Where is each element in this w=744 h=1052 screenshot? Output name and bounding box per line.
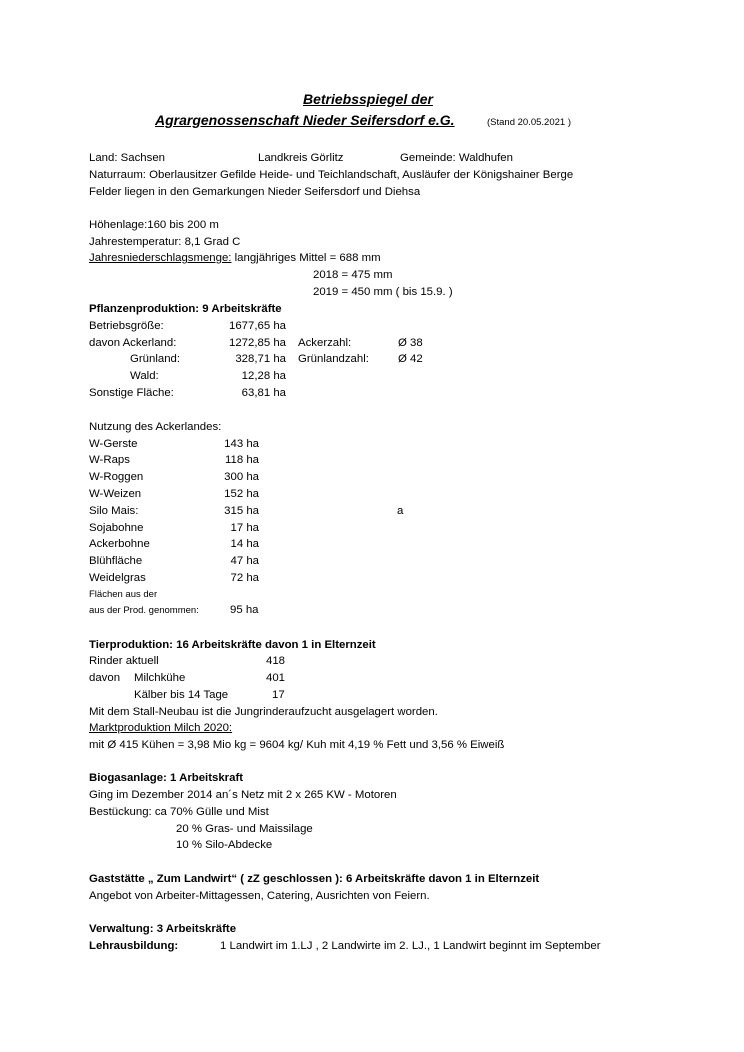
stand-date: (Stand 20.05.2021 ): [487, 117, 571, 128]
flaechen-line2: aus der Prod. genommen:: [89, 605, 199, 616]
crop-value: 17 ha: [230, 522, 259, 534]
milchkuehe-value: 401: [266, 672, 286, 684]
pflanzen-value-wald: 12,28 ha: [241, 370, 286, 382]
niederschlag-label: Jahresniederschlagsmenge:: [89, 252, 232, 264]
gemeinde: Gemeinde: Waldhufen: [400, 152, 513, 164]
kaelber-value: 17: [272, 689, 285, 701]
niederschlag-2018: 2018 = 475 mm: [313, 269, 393, 281]
pflanzen-label-betriebsgroesse: Betriebsgröße:: [89, 320, 164, 332]
land: Land: Sachsen: [89, 152, 165, 164]
verwaltung-heading: Verwaltung: 3 Arbeitskräfte: [89, 923, 237, 935]
pflanzen-label-wald: Wald:: [130, 370, 159, 382]
davon-label: davon: [89, 672, 121, 684]
pflanzen-value-sonstige: 63,81 ha: [241, 387, 286, 399]
crop-name: W-Roggen: [89, 471, 144, 483]
milchkuehe-label: Milchkühe: [134, 672, 186, 684]
niederschlag-mittel: langjähriges Mittel = 688 mm: [231, 252, 381, 264]
crop-value: 143 ha: [224, 438, 259, 450]
flaechen-line1: Flächen aus der: [89, 589, 158, 600]
jahrestemperatur: Jahrestemperatur: 8,1 Grad C: [89, 236, 241, 248]
crop-value: 118 ha: [225, 454, 259, 466]
pflanzen-value-ackerland: 1272,85 ha: [228, 337, 286, 349]
marktproduktion-label: Marktproduktion Milch 2020:: [89, 722, 233, 734]
crop-value: 47 ha: [230, 555, 259, 567]
biogas-heading: Biogasanlage: 1 Arbeitskraft: [89, 772, 244, 784]
crop-name: W-Gerste: [89, 438, 138, 450]
crop-name: Weidelgras: [89, 572, 146, 584]
rinder-value: 418: [266, 655, 286, 667]
stray-mark: a: [397, 505, 404, 517]
pflanzen-heading: Pflanzenproduktion: 9 Arbeitskräfte: [89, 303, 282, 315]
biogas-line2: Bestückung: ca 70% Gülle und Mist: [89, 806, 269, 818]
document-title-line2: Agrargenossenschaft Nieder Seifersdorf e.G.: [155, 112, 455, 128]
crop-name: W-Weizen: [89, 488, 142, 500]
lehrausbildung-value: 1 Landwirt im 1.LJ , 2 Landwirte im 2. LJ., 1 Landwirt beginnt im September: [220, 940, 601, 952]
nutzung-heading: Nutzung des Ackerlandes:: [89, 421, 222, 433]
crop-value: 72 ha: [230, 572, 259, 584]
crop-value: 14 ha: [230, 538, 259, 550]
gruenlandzahl-label: Grünlandzahl:: [298, 353, 369, 365]
biogas-line3: 20 % Gras- und Maissilage: [176, 823, 313, 835]
document-title-line1: Betriebsspiegel der: [303, 91, 433, 107]
niederschlag-2019: 2019 = 450 mm ( bis 15.9. ): [313, 286, 453, 298]
crop-value: 300 ha: [224, 471, 259, 483]
biogas-line1: Ging im Dezember 2014 an´s Netz mit 2 x 265 KW - Motoren: [89, 789, 397, 801]
pflanzen-value-gruenland: 328,71 ha: [235, 353, 286, 365]
crop-name: W-Raps: [89, 454, 130, 466]
crop-name: Ackerbohne: [89, 538, 150, 550]
ackerzahl-value: Ø 38: [398, 337, 423, 349]
crop-name: Sojabohne: [89, 522, 144, 534]
tier-heading: Tierproduktion: 16 Arbeitskräfte davon 1 in Elternzeit: [89, 639, 376, 651]
gaststaette-line1: Angebot von Arbeiter-Mittagessen, Catering, Ausrichten von Feiern.: [89, 890, 430, 902]
kaelber-label: Kälber bis 14 Tage: [134, 689, 229, 701]
stall-neubau: Mit dem Stall-Neubau ist die Jungrinderaufzucht ausgelagert worden.: [89, 706, 438, 718]
rinder-label: Rinder aktuell: [89, 655, 159, 667]
ackerzahl-label: Ackerzahl:: [298, 337, 352, 349]
landkreis: Landkreis Görlitz: [258, 152, 344, 164]
gruenlandzahl-value: Ø 42: [398, 353, 423, 365]
flaechen-value: 95 ha: [230, 604, 259, 616]
pflanzen-value-betriebsgroesse: 1677,65 ha: [228, 320, 286, 332]
gaststaette-heading: Gaststätte „ Zum Landwirt“ ( zZ geschlossen ): 6 Arbeitskräfte davon 1 in Elternzeit: [89, 873, 540, 885]
biogas-line4: 10 % Silo-Abdecke: [176, 839, 273, 851]
pflanzen-label-gruenland: Grünland:: [130, 353, 181, 365]
lehrausbildung-label: Lehrausbildung:: [89, 940, 179, 952]
crop-name: Silo Mais:: [89, 505, 139, 517]
pflanzen-label-ackerland: davon Ackerland:: [89, 337, 177, 349]
hoehenlage: Höhenlage:160 bis 200 m: [89, 219, 219, 231]
naturraum: Naturraum: Oberlausitzer Gefilde Heide- und Teichlandschaft, Ausläufer der Königshainer Berge: [89, 169, 574, 181]
pflanzen-label-sonstige: Sonstige Fläche:: [89, 387, 174, 399]
crop-value: 152 ha: [224, 488, 259, 500]
crop-value: 315 ha: [224, 505, 259, 517]
crop-name: Blühfläche: [89, 555, 143, 567]
felder: Felder liegen in den Gemarkungen Nieder Seifersdorf und Diehsa: [89, 186, 421, 198]
niederschlag-row: [89, 251, 381, 265]
marktproduktion-line: mit Ø 415 Kühen = 3,98 Mio kg = 9604 kg/ Kuh mit 4,19 % Fett und 3,56 % Eiweiß: [89, 739, 505, 751]
